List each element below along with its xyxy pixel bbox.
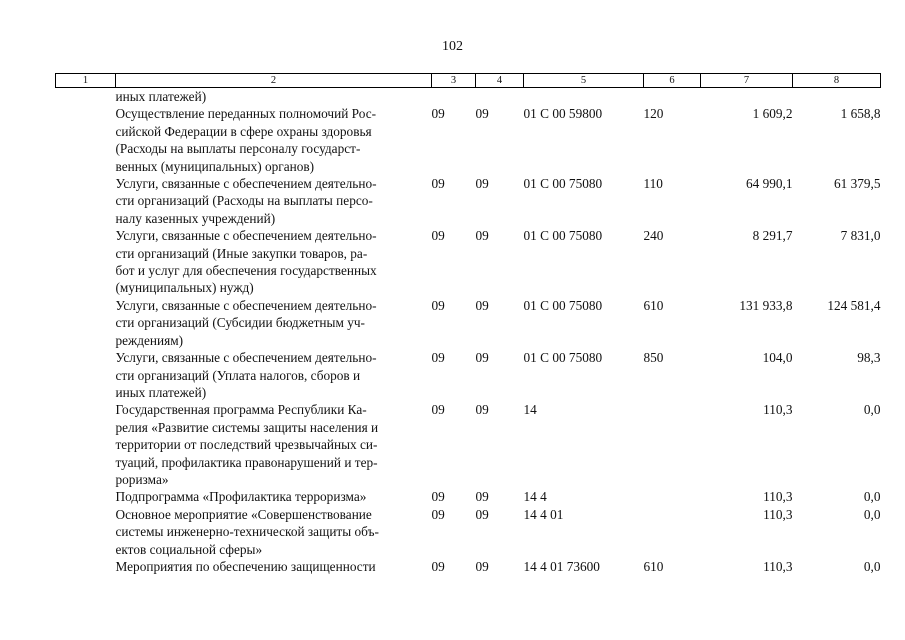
col-1-cell bbox=[56, 227, 116, 297]
name-line: налу казенных учреждений) bbox=[115, 210, 276, 226]
name-line: релия «Развитие системы защиты населения и bbox=[115, 419, 379, 435]
subsection-code: 09 bbox=[475, 558, 489, 574]
row-name bbox=[116, 297, 432, 349]
row-name bbox=[116, 349, 432, 401]
target-article-code: 01 С 00 75080 bbox=[523, 176, 603, 192]
table-body bbox=[56, 88, 881, 576]
col-1-cell bbox=[56, 488, 116, 505]
name-line: сийской Федерации в сфере охраны здоровья bbox=[115, 123, 372, 139]
name-line: территории от последствий чрезвычайных си- bbox=[115, 437, 378, 453]
expense-type-code: 610 bbox=[643, 297, 664, 313]
col-1-cell bbox=[56, 105, 116, 175]
name-line: венных (муниципальных) органов) bbox=[115, 158, 315, 174]
table-row bbox=[56, 558, 881, 575]
name-line: Мероприятия по обеспечению защищенности bbox=[115, 558, 376, 574]
table-row bbox=[56, 349, 881, 401]
col-1-cell bbox=[56, 401, 116, 488]
name-line: Услуги, связанные с обеспечением деятельно- bbox=[115, 350, 377, 366]
col-1-cell bbox=[56, 506, 116, 558]
row-name bbox=[116, 105, 432, 175]
name-line: системы инженерно-технической защиты объ- bbox=[115, 524, 379, 540]
subsection-code: 09 bbox=[475, 106, 489, 122]
col-1-cell bbox=[56, 349, 116, 401]
header-col-2: 2 bbox=[116, 74, 432, 88]
amount-year-2: 124 581,4 bbox=[827, 297, 881, 313]
continuation-text bbox=[116, 88, 432, 106]
section-code: 09 bbox=[431, 297, 445, 313]
table-row bbox=[56, 297, 881, 349]
expense-type-code bbox=[644, 401, 701, 488]
section-code: 09 bbox=[431, 350, 445, 366]
header-col-4: 4 bbox=[476, 74, 524, 88]
header-col-8: 8 bbox=[793, 74, 881, 88]
section-code: 09 bbox=[431, 489, 445, 505]
continuation-row bbox=[56, 88, 881, 106]
row-name bbox=[116, 558, 432, 575]
amount-year-1: 110,3 bbox=[763, 489, 793, 505]
target-article-code: 14 bbox=[523, 402, 537, 418]
subsection-code: 09 bbox=[475, 350, 489, 366]
subsection-code: 09 bbox=[475, 228, 489, 244]
row-name bbox=[116, 175, 432, 227]
table-header bbox=[56, 74, 881, 88]
header-col-1: 1 bbox=[56, 74, 116, 88]
name-line: Осуществление переданных полномочий Рос- bbox=[115, 106, 377, 122]
header-col-7: 7 bbox=[701, 74, 793, 88]
amount-year-1: 104,0 bbox=[762, 350, 793, 366]
table-row bbox=[56, 105, 881, 175]
subsection-code: 09 bbox=[475, 176, 489, 192]
amount-year-2: 0,0 bbox=[863, 402, 881, 418]
section-code: 09 bbox=[431, 176, 445, 192]
expense-type-code bbox=[644, 506, 701, 558]
row-name bbox=[116, 401, 432, 488]
name-line: Услуги, связанные с обеспечением деятельно- bbox=[115, 228, 377, 244]
subsection-code: 09 bbox=[475, 297, 489, 313]
name-line: роризма» bbox=[115, 471, 169, 487]
section-code: 09 bbox=[431, 106, 445, 122]
name-line: (муниципальных) нужд) bbox=[115, 280, 254, 296]
amount-year-2: 7 831,0 bbox=[840, 228, 881, 244]
name-line: реждениям) bbox=[115, 332, 184, 348]
subsection-code: 09 bbox=[475, 402, 489, 418]
name-line: Подпрограмма «Профилактика терроризма» bbox=[115, 489, 367, 505]
subsection-code: 09 bbox=[475, 489, 489, 505]
amount-year-1: 131 933,8 bbox=[739, 297, 793, 313]
name-line: сти организаций (Расходы на выплаты персо- bbox=[115, 193, 373, 209]
name-line: сти организаций (Иные закупки товаров, ра- bbox=[115, 245, 368, 261]
col-1-cell bbox=[56, 558, 116, 575]
section-code: 09 bbox=[431, 506, 445, 522]
header-row bbox=[56, 74, 881, 88]
target-article-code: 01 С 00 75080 bbox=[523, 297, 603, 313]
table-row bbox=[56, 401, 881, 488]
name-line: Основное мероприятие «Совершенствование bbox=[115, 506, 372, 522]
table-row bbox=[56, 175, 881, 227]
table-row bbox=[56, 488, 881, 505]
name-line: Услуги, связанные с обеспечением деятельно- bbox=[115, 176, 377, 192]
name-line: сти организаций (Уплата налогов, сборов и bbox=[115, 367, 361, 383]
amount-year-2: 98,3 bbox=[857, 350, 881, 366]
amount-year-2: 1 658,8 bbox=[840, 106, 881, 122]
row-name bbox=[116, 506, 432, 558]
col-1-cell bbox=[56, 175, 116, 227]
name-line: сти организаций (Субсидии бюджетным уч- bbox=[115, 315, 365, 331]
name-line: туаций, профилактика правонарушений и тер- bbox=[115, 454, 378, 470]
target-article-code: 14 4 bbox=[523, 489, 547, 505]
expense-type-code: 610 bbox=[643, 558, 664, 574]
name-line: иных платежей) bbox=[115, 384, 207, 400]
section-code: 09 bbox=[431, 402, 445, 418]
name-line: Государственная программа Республики Ка- bbox=[115, 402, 367, 418]
header-col-6: 6 bbox=[644, 74, 701, 88]
target-article-code: 01 С 00 75080 bbox=[523, 228, 603, 244]
header-col-5: 5 bbox=[524, 74, 644, 88]
amount-year-1: 8 291,7 bbox=[752, 228, 793, 244]
table-row bbox=[56, 227, 881, 297]
expense-type-code bbox=[644, 488, 701, 505]
name-line: (Расходы на выплаты персоналу государст- bbox=[115, 141, 361, 157]
budget-table bbox=[55, 73, 881, 575]
amount-year-2: 61 379,5 bbox=[833, 176, 881, 192]
target-article-code: 14 4 01 73600 bbox=[523, 558, 600, 574]
section-code: 09 bbox=[431, 558, 445, 574]
target-article-code: 01 С 00 59800 bbox=[523, 106, 603, 122]
amount-year-1: 110,3 bbox=[763, 506, 793, 522]
amount-year-1: 64 990,1 bbox=[745, 176, 793, 192]
amount-year-2: 0,0 bbox=[863, 489, 881, 505]
expense-type-code: 850 bbox=[643, 350, 664, 366]
amount-year-2: 0,0 bbox=[863, 506, 881, 522]
amount-year-1: 1 609,2 bbox=[752, 106, 793, 122]
section-code: 09 bbox=[431, 228, 445, 244]
target-article-code: 14 4 01 bbox=[523, 506, 564, 522]
name-line: иных платежей) bbox=[115, 89, 207, 104]
col-1-cell bbox=[56, 297, 116, 349]
row-name bbox=[116, 488, 432, 505]
expense-type-code: 240 bbox=[643, 228, 664, 244]
table-row bbox=[56, 506, 881, 558]
header-col-3: 3 bbox=[432, 74, 476, 88]
amount-year-1: 110,3 bbox=[763, 402, 793, 418]
amount-year-2: 0,0 bbox=[863, 558, 881, 574]
expense-type-code: 110 bbox=[643, 176, 663, 192]
subsection-code: 09 bbox=[475, 506, 489, 522]
name-line: ектов социальной сферы» bbox=[115, 541, 263, 557]
amount-year-1: 110,3 bbox=[763, 558, 793, 574]
name-line: бот и услуг для обеспечения государственных bbox=[115, 263, 377, 279]
target-article-code: 01 С 00 75080 bbox=[523, 350, 603, 366]
name-line: Услуги, связанные с обеспечением деятельно- bbox=[115, 297, 377, 313]
row-name bbox=[116, 227, 432, 297]
expense-type-code: 120 bbox=[643, 106, 664, 122]
page-number: 102 bbox=[442, 39, 463, 54]
